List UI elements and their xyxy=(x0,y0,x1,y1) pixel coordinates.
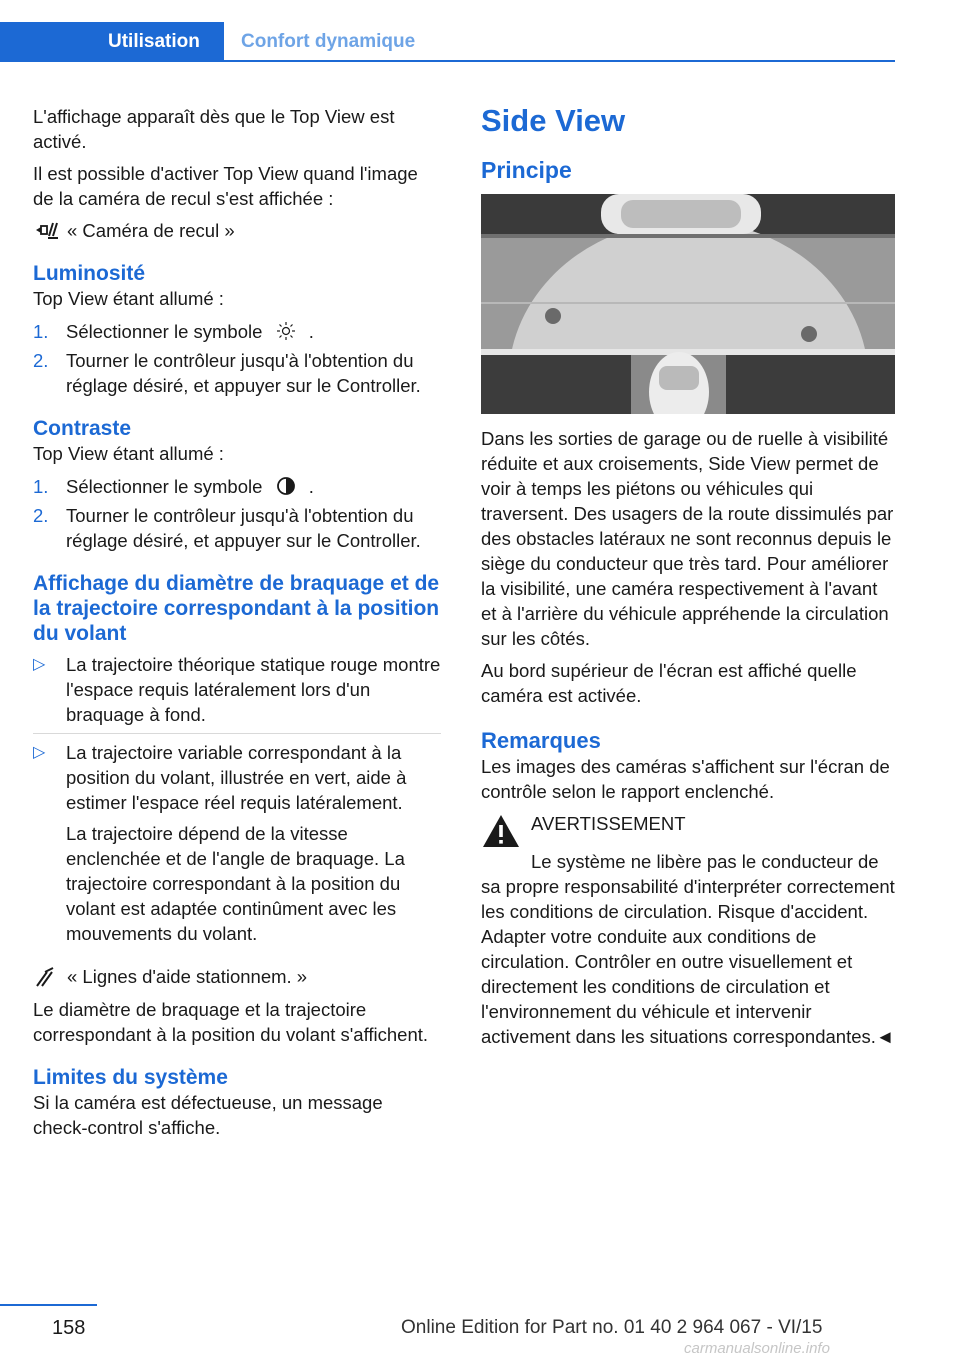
turning-bullet-1 xyxy=(33,652,441,734)
warning-block xyxy=(481,811,895,851)
page-header xyxy=(0,22,895,62)
step-text-end: . xyxy=(308,321,314,342)
triangle-bullet-icon: ▷ xyxy=(33,744,46,761)
brightness-heading: Luminosité xyxy=(33,262,146,285)
brightness-step-2 xyxy=(33,348,441,398)
step-text: Sélectionner le symbole xyxy=(66,476,263,497)
header-divider xyxy=(0,60,895,62)
right-column xyxy=(481,104,895,1056)
limits-text: Si la caméra est défectueuse, un message check-control s'affiche. xyxy=(33,1092,383,1138)
tab-utilisation[interactable]: Utilisation xyxy=(0,22,224,62)
warning-triangle-icon xyxy=(481,813,521,849)
turning-heading: Affichage du diamètre de braquage et de la trajectoire correspondant à la position du volant xyxy=(33,572,440,645)
contrast-heading: Contraste xyxy=(33,417,132,440)
step-number: 2. xyxy=(33,350,49,371)
intro-paragraph-1: L'affichage apparaît dès que le Top View est activé. xyxy=(33,106,395,152)
triangle-bullet-icon: ▷ xyxy=(33,656,46,673)
contrast-step-1 xyxy=(33,474,441,499)
camera-menu-label: « Caméra de recul » xyxy=(67,220,235,241)
contrast-icon xyxy=(274,475,298,497)
principle-heading: Principe xyxy=(481,157,572,183)
intro-paragraph-2: Il est possible d'activer Top View quand l'image de la caméra de recul s'est affichée : xyxy=(33,163,418,209)
footer-divider xyxy=(0,1304,97,1306)
principle-text: Dans les sorties de garage ou de ruelle à visibilité réduite et aux croisements, Side View permet de voir à temps les piétons ou véhicules qui traversent. Des usagers de la route dissimulés par des obstacles latéraux ne sont reconnus depuis le siège du conducteur que très tard. Pour améliorer la visibilité, une caméra respectivement à l'avant et à l'arrière du véhicule appréhende la circulation sur les côtés. xyxy=(481,428,894,649)
step-number: 1. xyxy=(33,476,49,497)
page-number: 158 xyxy=(52,1317,86,1339)
remarks-heading: Remarques xyxy=(481,728,601,753)
warning-title: AVERTISSEMENT xyxy=(531,813,686,834)
tab-confort-dynamique[interactable]: Confort dynamique xyxy=(241,31,416,52)
watermark: carmanualsonline.info xyxy=(684,1340,830,1357)
contrast-lead: Top View étant allumé : xyxy=(33,443,224,464)
brightness-sun-icon xyxy=(274,320,298,342)
warning-text: Le système ne libère pas le conducteur de sa propre responsabilité d'interpréter correctement les conditions de circulation. Risque d'accident. Adapter votre conduite aux conditions de circulation. Contrôler en outre visuellement et directement les conditions de circulation et l'environnement du véhicule et intervenir activement dans les situations correspondantes.◄ xyxy=(481,851,895,1047)
bullet-text: La trajectoire théorique statique rouge montre l'espace requis latéralement lors d'un braquage à fond. xyxy=(66,654,441,725)
bullet-text: La trajectoire variable correspondant à la position du volant, illustrée en vert, aide à estimer l'espace réel requis latéralement. xyxy=(66,742,407,813)
bullet-text-extra: La trajectoire dépend de la vitesse enclenchée et de l'angle de braquage. La trajectoire correspondant à la position du volant est adaptée continûment avec les mouvements du volant. xyxy=(66,823,405,944)
contrast-step-2 xyxy=(33,503,441,553)
step-text-end: . xyxy=(308,476,314,497)
step-number: 2. xyxy=(33,505,49,526)
limits-heading: Limites du système xyxy=(33,1066,228,1089)
edition-text: Online Edition for Part no. 01 40 2 964 067 - VI/15 xyxy=(401,1317,823,1338)
rear-camera-icon xyxy=(33,220,59,242)
contrast-steps xyxy=(33,474,441,553)
remarks-text: Les images des caméras s'affichent sur l'écran de contrôle selon le rapport enclenché. xyxy=(481,756,890,802)
step-text: Tourner le contrôleur jusqu'à l'obtention du réglage désiré, et appuyer sur le Controller. xyxy=(66,350,421,396)
parking-lines-menu-line xyxy=(33,964,441,989)
left-column xyxy=(33,104,441,1147)
turning-bullets xyxy=(33,652,441,958)
turning-bullet-2 xyxy=(33,740,441,958)
parking-lines-icon xyxy=(33,966,59,988)
camera-menu-line xyxy=(33,218,441,243)
brightness-lead: Top View étant allumé : xyxy=(33,288,224,309)
brightness-step-1 xyxy=(33,319,441,344)
brightness-steps xyxy=(33,319,441,398)
principle-text-2: Au bord supérieur de l'écran est affiché quelle caméra est activée. xyxy=(481,660,857,706)
step-text: Tourner le contrôleur jusqu'à l'obtention du réglage désiré, et appuyer sur le Controller. xyxy=(66,505,421,551)
parking-lines-label: « Lignes d'aide stationnem. » xyxy=(67,966,308,987)
step-number: 1. xyxy=(33,321,49,342)
turning-after-text: Le diamètre de braquage et la trajectoire correspondant à la position du volant s'affichent. xyxy=(33,999,429,1045)
step-text: Sélectionner le symbole xyxy=(66,321,263,342)
side-view-illustration xyxy=(481,194,895,414)
side-view-title: Side View xyxy=(481,103,626,138)
